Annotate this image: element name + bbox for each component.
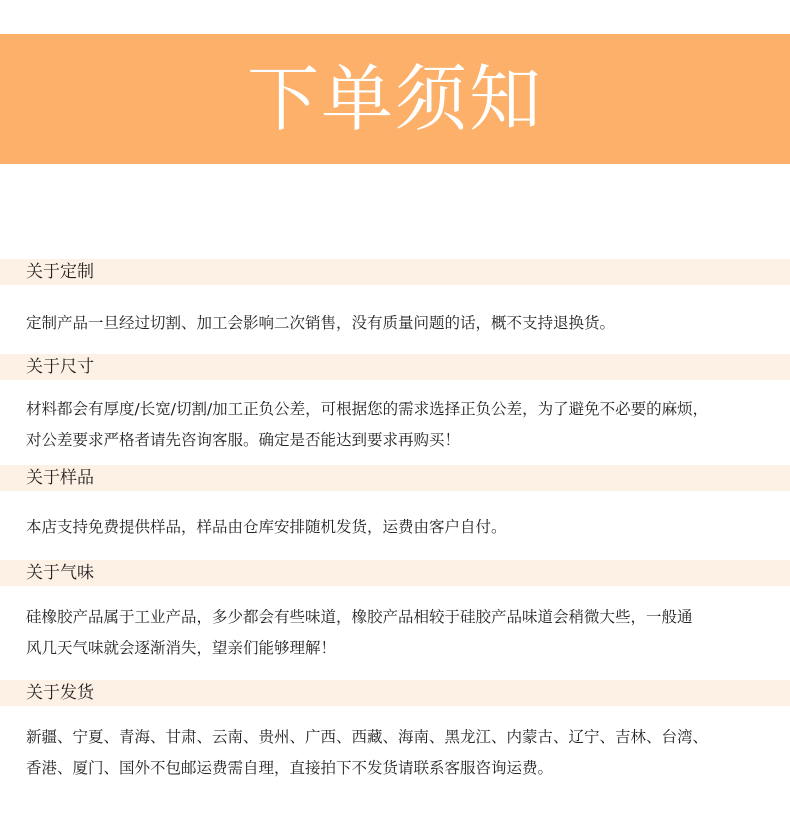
section-header-custom — [0, 259, 790, 285]
section-text-line: 风几天气味就会逐渐消失，望亲们能够理解！ — [26, 639, 337, 657]
section-header-shipping — [0, 680, 790, 706]
section-body-size — [26, 394, 786, 456]
section-text-line: 硅橡胶产品属于工业产品，多少都会有些味道，橡胶产品相较于硅胶产品味道会稍微大些，一般通 — [26, 608, 693, 626]
section-heading: 关于尺寸 — [26, 357, 94, 377]
section-body-custom — [26, 308, 786, 339]
section-heading: 关于气味 — [26, 563, 94, 583]
page-title: 下单须知 — [246, 57, 543, 141]
section-body-odor — [26, 602, 786, 664]
section-text-line: 对公差要求严格者请先咨询客服。确定是否能达到要求再购买！ — [26, 431, 461, 449]
header-banner — [0, 34, 790, 164]
section-heading: 关于发货 — [26, 683, 94, 703]
section-text-line: 新疆、宁夏、青海、甘肃、云南、贵州、广西、西藏、海南、黑龙江、内蒙古、辽宁、吉林、台湾、 — [26, 728, 709, 746]
section-text-line: 香港、厦门、国外不包邮运费需自理，直接拍下不发货请联系客服咨询运费。 — [26, 759, 554, 777]
section-header-sample — [0, 465, 790, 491]
section-body-shipping — [26, 722, 786, 784]
section-text-line: 材料都会有厚度/长宽/切割/加工正负公差，可根据您的需求选择正负公差，为了避免不必要的麻烦， — [26, 400, 709, 418]
section-heading: 关于样品 — [26, 468, 94, 488]
section-header-size — [0, 354, 790, 380]
section-text-line: 本店支持免费提供样品，样品由仓库安排随机发货，运费由客户自付。 — [26, 518, 507, 536]
section-body-sample — [26, 512, 786, 543]
section-heading: 关于定制 — [26, 262, 94, 282]
section-header-odor — [0, 560, 790, 586]
section-text-line: 定制产品一旦经过切割、加工会影响二次销售，没有质量问题的话，概不支持退换货。 — [26, 314, 616, 332]
